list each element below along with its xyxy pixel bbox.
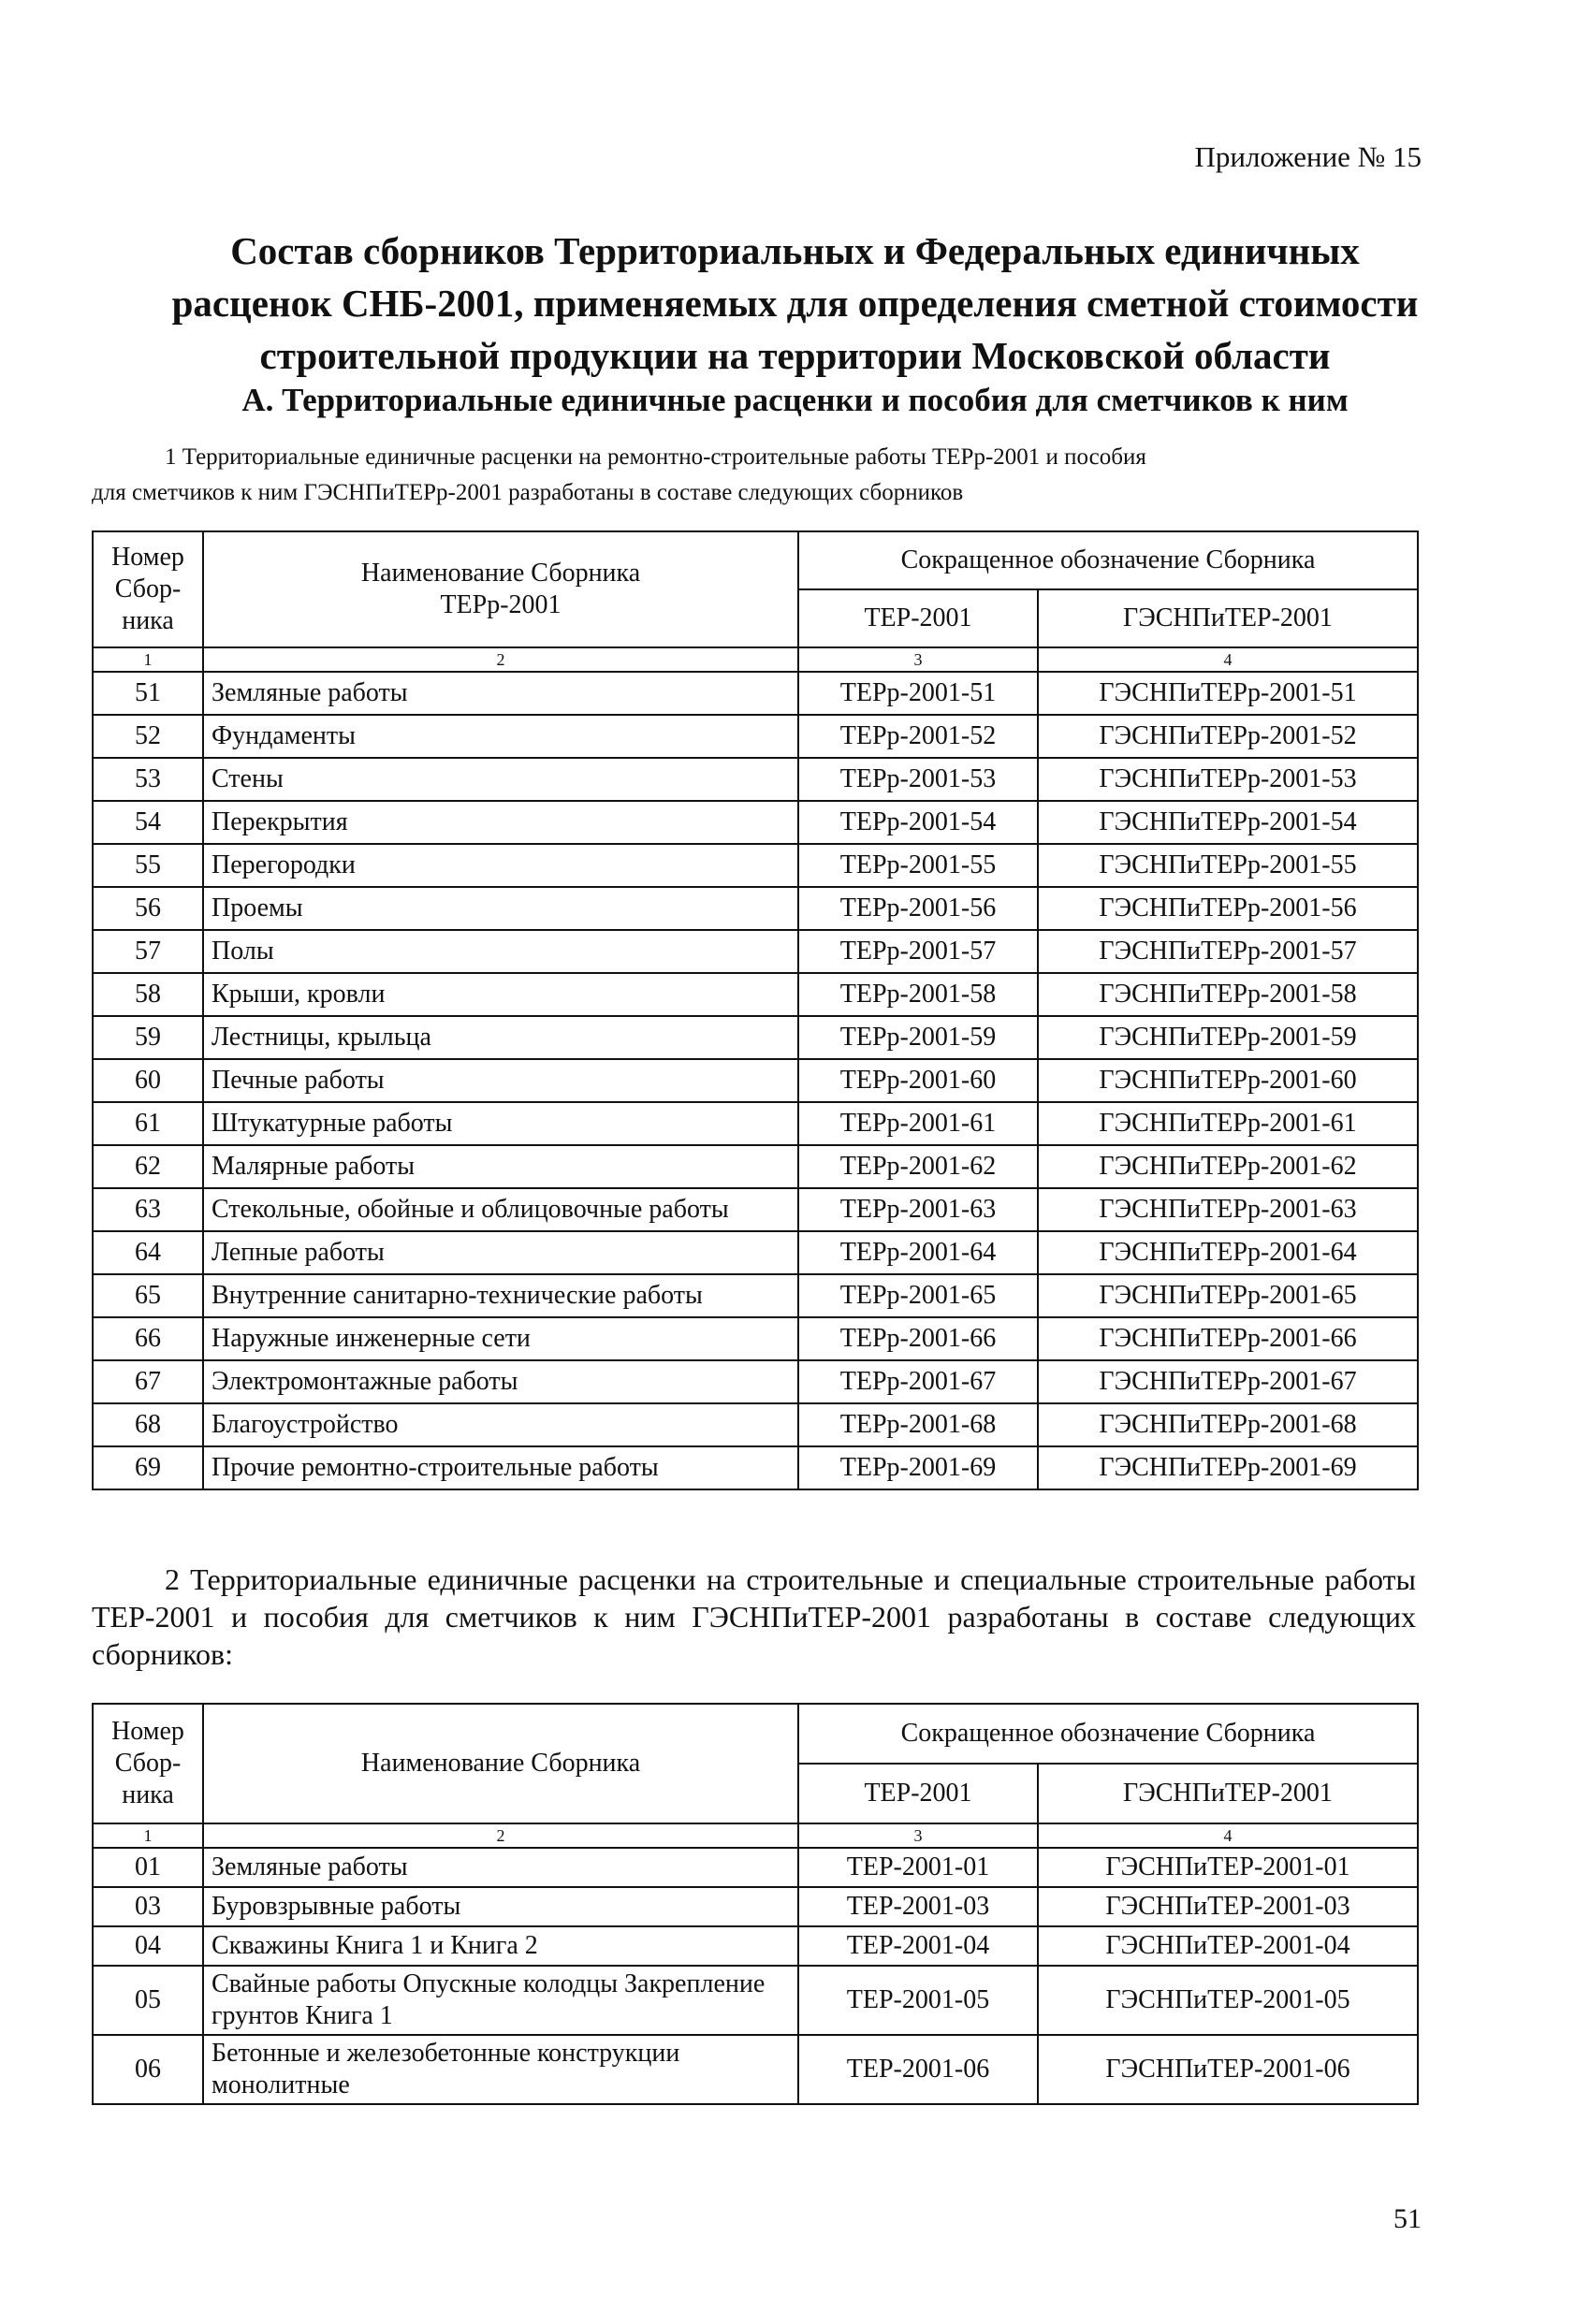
column-number-row <box>93 647 1418 672</box>
table-row <box>93 672 1418 715</box>
cell-name: Полы <box>203 930 798 973</box>
title-line: Состав сборников Территориальных и Федеральных единичных <box>230 229 1360 272</box>
cell-name: Фундаменты <box>203 715 798 758</box>
header-number: Номер Сбор- ника <box>93 1704 203 1823</box>
cell-number: 53 <box>93 758 203 801</box>
cell-gesn: ГЭСНПиТЕР-2001-01 <box>1038 1848 1418 1887</box>
cell-ter: ТЕРр-2001-62 <box>798 1145 1038 1188</box>
cell-ter: ТЕРр-2001-61 <box>798 1102 1038 1145</box>
cell-number: 05 <box>93 1966 203 2035</box>
section-a-heading: А. Территориальные единичные расценки и пособия для сметчиков к ним <box>241 382 1349 418</box>
cell-gesn: ГЭСНПиТЕРр-2001-66 <box>1038 1317 1418 1360</box>
paragraph-1 <box>92 440 1416 511</box>
cell-ter: ТЕРр-2001-64 <box>798 1231 1038 1274</box>
table-row <box>93 1446 1418 1489</box>
cell-number: 51 <box>93 672 203 715</box>
cell-name: Благоустройство <box>203 1403 798 1446</box>
table-row <box>93 715 1418 758</box>
table-row <box>93 801 1418 844</box>
header-gesn: ГЭСНПиТЕР-2001 <box>1038 589 1418 647</box>
table-row <box>93 758 1418 801</box>
column-number: 1 <box>93 1823 203 1848</box>
cell-number: 57 <box>93 930 203 973</box>
cell-ter: ТЕР-2001-01 <box>798 1848 1038 1887</box>
table-row <box>93 1926 1418 1966</box>
cell-ter: ТЕРр-2001-60 <box>798 1059 1038 1102</box>
cell-name: Буровзрывные работы <box>203 1887 798 1926</box>
header-name: Наименование Сборника <box>203 1704 798 1823</box>
header-ter: ТЕР-2001 <box>798 1764 1038 1823</box>
column-number: 1 <box>93 647 203 672</box>
cell-gesn: ГЭСНПиТЕР-2001-03 <box>1038 1887 1418 1926</box>
cell-ter: ТЕРр-2001-65 <box>798 1274 1038 1317</box>
paragraph-1-line: 1 Территориальные единичные расценки на ремонтно-строительные работы ТЕРр-2001 и пособия <box>165 444 1146 470</box>
table-row <box>93 1102 1418 1145</box>
cell-gesn: ГЭСНПиТЕРр-2001-61 <box>1038 1102 1418 1145</box>
cell-name: Крыши, кровли <box>203 973 798 1016</box>
cell-gesn: ГЭСНПиТЕРр-2001-62 <box>1038 1145 1418 1188</box>
paragraph-2: 2 Территориальные единичные расценки на строительные и специальные строительные работы ТЕР-2001 и пособия для сметчиков к ним ГЭСНПиТЕР-2001 разработаны в составе следующих сборников: <box>92 1562 1416 1671</box>
cell-gesn: ГЭСНПиТЕРр-2001-59 <box>1038 1016 1418 1059</box>
cell-name: Стекольные, обойные и облицовочные работы <box>203 1188 798 1231</box>
cell-number: 62 <box>93 1145 203 1188</box>
cell-gesn: ГЭСНПиТЕР-2001-06 <box>1038 2035 1418 2104</box>
table-row <box>93 973 1418 1016</box>
cell-name: Скважины Книга 1 и Книга 2 <box>203 1926 798 1966</box>
cell-name: Печные работы <box>203 1059 798 1102</box>
table-row <box>93 1231 1418 1274</box>
cell-gesn: ГЭСНПиТЕР-2001-04 <box>1038 1926 1418 1966</box>
cell-gesn: ГЭСНПиТЕРр-2001-54 <box>1038 801 1418 844</box>
paragraph-1-line: для сметчиков к ним ГЭСНПиТЕРр-2001 разработаны в составе следующих сборников <box>92 480 964 505</box>
table-row <box>93 1848 1418 1887</box>
cell-gesn: ГЭСНПиТЕРр-2001-67 <box>1038 1360 1418 1403</box>
cell-number: 03 <box>93 1887 203 1926</box>
cell-ter: ТЕРр-2001-66 <box>798 1317 1038 1360</box>
cell-gesn: ГЭСНПиТЕРр-2001-60 <box>1038 1059 1418 1102</box>
cell-gesn: ГЭСНПиТЕРр-2001-51 <box>1038 672 1418 715</box>
cell-name: Внутренние санитарно-технические работы <box>203 1274 798 1317</box>
cell-name: Свайные работы Опускные колодцы Закрепление грунтов Книга 1 <box>203 1966 798 2035</box>
table-row <box>93 1360 1418 1403</box>
cell-name: Земляные работы <box>203 1848 798 1887</box>
title-line: расценок СНБ-2001, применяемых для определения сметной стоимости <box>171 282 1419 325</box>
cell-ter: ТЕРр-2001-58 <box>798 973 1038 1016</box>
table-ter-construction <box>92 1703 1419 2105</box>
cell-gesn: ГЭСНПиТЕРр-2001-55 <box>1038 844 1418 887</box>
cell-number: 65 <box>93 1274 203 1317</box>
column-number: 2 <box>203 1823 798 1848</box>
cell-number: 66 <box>93 1317 203 1360</box>
table-row <box>93 1145 1418 1188</box>
document-title <box>94 225 1496 382</box>
column-number: 4 <box>1038 1823 1418 1848</box>
table-row <box>93 1317 1418 1360</box>
cell-name: Лепные работы <box>203 1231 798 1274</box>
cell-ter: ТЕРр-2001-57 <box>798 930 1038 973</box>
cell-number: 68 <box>93 1403 203 1446</box>
cell-number: 54 <box>93 801 203 844</box>
cell-name: Стены <box>203 758 798 801</box>
page-number: 51 <box>1393 2203 1422 2234</box>
header-gesn: ГЭСНПиТЕР-2001 <box>1038 1764 1418 1823</box>
cell-gesn: ГЭСНПиТЕРр-2001-63 <box>1038 1188 1418 1231</box>
table-row <box>93 1059 1418 1102</box>
cell-gesn: ГЭСНПиТЕРр-2001-64 <box>1038 1231 1418 1274</box>
header-abbrev: Сокращенное обозначение Сборника <box>798 531 1418 589</box>
cell-name: Бетонные и железобетонные конструкции монолитные <box>203 2035 798 2104</box>
cell-gesn: ГЭСНПиТЕРр-2001-58 <box>1038 973 1418 1016</box>
cell-number: 56 <box>93 887 203 930</box>
table-row <box>93 2035 1418 2104</box>
cell-number: 64 <box>93 1231 203 1274</box>
table-row <box>93 1274 1418 1317</box>
table-ter-repair <box>92 530 1419 1490</box>
cell-name: Штукатурные работы <box>203 1102 798 1145</box>
cell-ter: ТЕРр-2001-56 <box>798 887 1038 930</box>
cell-name: Малярные работы <box>203 1145 798 1188</box>
cell-ter: ТЕРр-2001-68 <box>798 1403 1038 1446</box>
cell-gesn: ГЭСНПиТЕРр-2001-68 <box>1038 1403 1418 1446</box>
title-line: строительной продукции на территории Московской области <box>259 334 1331 377</box>
table-row <box>93 1188 1418 1231</box>
cell-ter: ТЕР-2001-05 <box>798 1966 1038 2035</box>
column-number: 3 <box>798 647 1038 672</box>
cell-name: Перегородки <box>203 844 798 887</box>
cell-ter: ТЕРр-2001-55 <box>798 844 1038 887</box>
cell-number: 67 <box>93 1360 203 1403</box>
cell-number: 60 <box>93 1059 203 1102</box>
appendix-label: Приложение № 15 <box>1194 140 1422 173</box>
header-number: Номер Сбор- ника <box>93 531 203 647</box>
table-row <box>93 1403 1418 1446</box>
header-name: Наименование Сборника ТЕРр-2001 <box>203 531 798 647</box>
cell-ter: ТЕРр-2001-63 <box>798 1188 1038 1231</box>
cell-number: 61 <box>93 1102 203 1145</box>
cell-gesn: ГЭСНПиТЕРр-2001-57 <box>1038 930 1418 973</box>
cell-name: Перекрытия <box>203 801 798 844</box>
cell-ter: ТЕРр-2001-59 <box>798 1016 1038 1059</box>
header-ter: ТЕР-2001 <box>798 589 1038 647</box>
cell-gesn: ГЭСНПиТЕРр-2001-65 <box>1038 1274 1418 1317</box>
table-row <box>93 844 1418 887</box>
header-abbrev: Сокращенное обозначение Сборника <box>798 1704 1418 1764</box>
cell-name: Проемы <box>203 887 798 930</box>
cell-ter: ТЕРр-2001-52 <box>798 715 1038 758</box>
cell-number: 04 <box>93 1926 203 1966</box>
cell-gesn: ГЭСНПиТЕР-2001-05 <box>1038 1966 1418 2035</box>
cell-number: 55 <box>93 844 203 887</box>
column-number-row <box>93 1823 1418 1848</box>
cell-ter: ТЕР-2001-04 <box>798 1926 1038 1966</box>
cell-name: Лестницы, крыльца <box>203 1016 798 1059</box>
cell-ter: ТЕР-2001-06 <box>798 2035 1038 2104</box>
cell-ter: ТЕРр-2001-54 <box>798 801 1038 844</box>
table-row <box>93 1887 1418 1926</box>
cell-name: Электромонтажные работы <box>203 1360 798 1403</box>
cell-gesn: ГЭСНПиТЕРр-2001-53 <box>1038 758 1418 801</box>
table-row <box>93 1966 1418 2035</box>
cell-number: 63 <box>93 1188 203 1231</box>
cell-number: 58 <box>93 973 203 1016</box>
cell-gesn: ГЭСНПиТЕРр-2001-52 <box>1038 715 1418 758</box>
table-row <box>93 887 1418 930</box>
cell-ter: ТЕРр-2001-69 <box>798 1446 1038 1489</box>
cell-number: 01 <box>93 1848 203 1887</box>
cell-number: 52 <box>93 715 203 758</box>
table-row <box>93 930 1418 973</box>
cell-number: 59 <box>93 1016 203 1059</box>
cell-name: Прочие ремонтно-строительные работы <box>203 1446 798 1489</box>
cell-number: 69 <box>93 1446 203 1489</box>
cell-ter: ТЕРр-2001-53 <box>798 758 1038 801</box>
cell-number: 06 <box>93 2035 203 2104</box>
cell-ter: ТЕРр-2001-67 <box>798 1360 1038 1403</box>
cell-ter: ТЕРр-2001-51 <box>798 672 1038 715</box>
cell-gesn: ГЭСНПиТЕРр-2001-69 <box>1038 1446 1418 1489</box>
column-number: 2 <box>203 647 798 672</box>
table-row <box>93 1016 1418 1059</box>
column-number: 3 <box>798 1823 1038 1848</box>
cell-ter: ТЕР-2001-03 <box>798 1887 1038 1926</box>
column-number: 4 <box>1038 647 1418 672</box>
cell-gesn: ГЭСНПиТЕРр-2001-56 <box>1038 887 1418 930</box>
cell-name: Наружные инженерные сети <box>203 1317 798 1360</box>
cell-name: Земляные работы <box>203 672 798 715</box>
